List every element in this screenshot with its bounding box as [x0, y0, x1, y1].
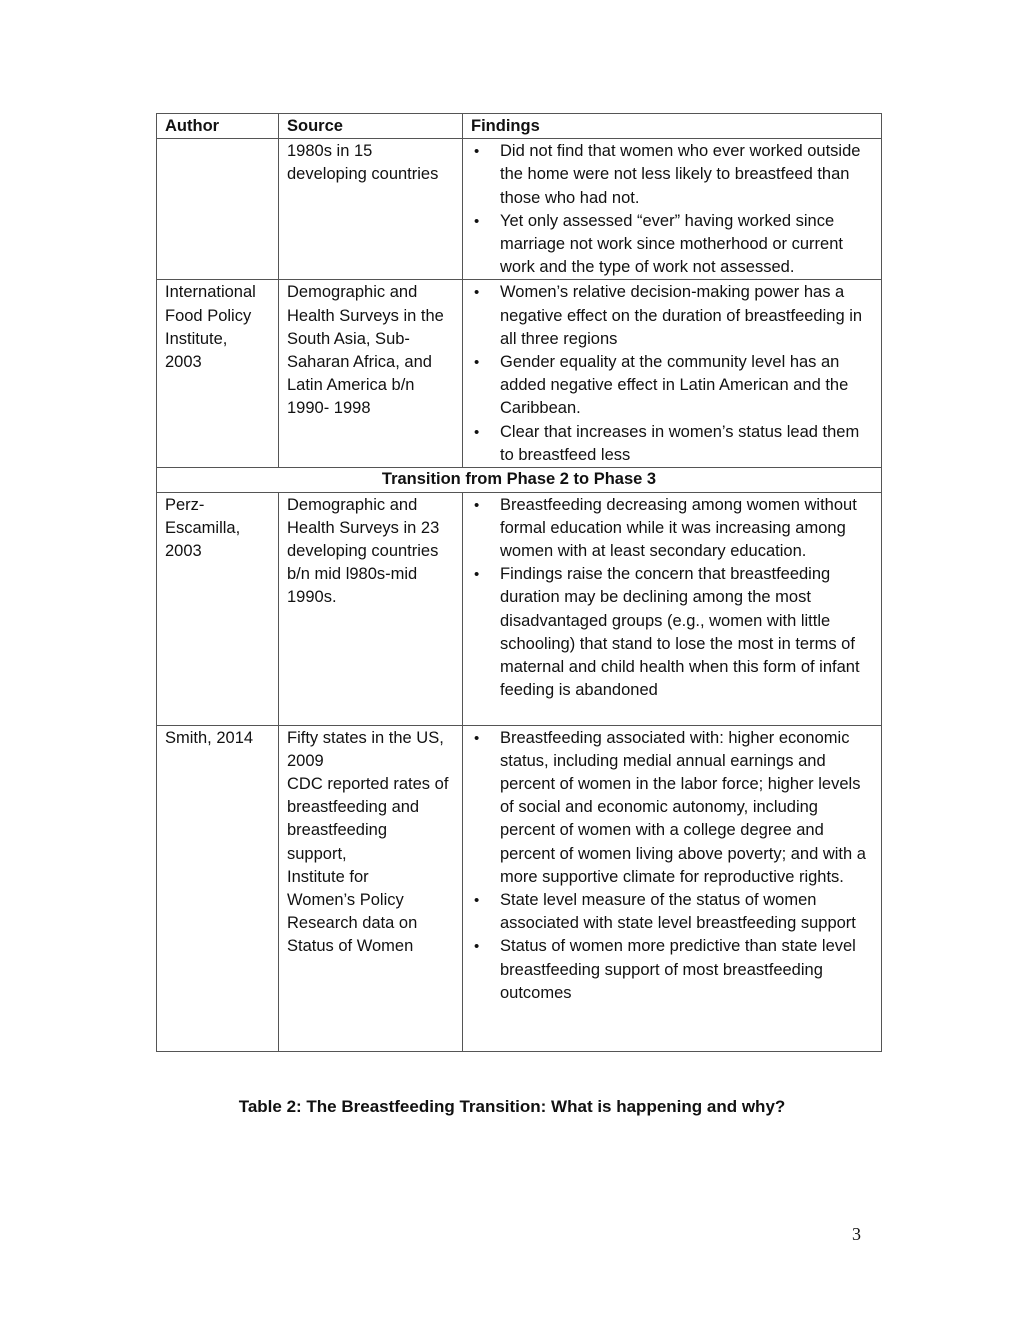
source-line: developing countries [287, 165, 439, 184]
breastfeeding-table [156, 113, 882, 1052]
table-row [157, 725, 882, 1051]
bullet-icon: • [474, 892, 480, 910]
findings-list [471, 727, 875, 1005]
author-cell [157, 139, 279, 280]
table-row [157, 492, 882, 725]
source-line: Demographic and [287, 495, 418, 514]
author-line: Perz- [165, 495, 205, 514]
source-line: Fifty states in the US, [287, 728, 444, 747]
source-line: Women’s Policy [287, 891, 404, 910]
finding-text: State level measure of the status of women associated with state level breastfeeding support [500, 891, 856, 933]
finding-item [471, 889, 875, 935]
author-line: Institute, [165, 329, 228, 348]
source-line: Latin America b/n [287, 376, 415, 395]
finding-item [471, 421, 875, 467]
source-line: Status of Women [287, 937, 414, 956]
source-line: Research data on [287, 914, 418, 933]
source-line: breastfeeding and [287, 798, 420, 817]
author-line: 2003 [165, 353, 202, 372]
header-author: Author [157, 114, 279, 139]
table-header-row [157, 114, 882, 139]
finding-text: Breastfeeding associated with: higher economic status, including medial annual earnings and percent of women in the labor force; higher levels of social and economic autonomy, including percent of women with a college degree and percent of women living above poverty; and with a more supportive climate for reproductive rights. [500, 728, 866, 886]
findings-cell [463, 139, 882, 280]
header-findings: Findings [463, 114, 882, 139]
source-line: support, [287, 844, 347, 863]
source-cell [279, 139, 463, 280]
source-line: b/n mid l980s-mid [287, 565, 418, 584]
finding-item [471, 281, 875, 351]
bullet-icon: • [474, 423, 480, 441]
author-line: International [165, 283, 256, 302]
table-row [157, 280, 882, 468]
finding-text: Status of women more predictive than state level breastfeeding support of most breastfeeding outcomes [500, 937, 856, 1002]
bullet-icon: • [474, 143, 480, 161]
bullet-icon: • [474, 566, 480, 584]
finding-item [471, 494, 875, 564]
finding-item [471, 210, 875, 280]
author-line: Smith, 2014 [165, 728, 254, 747]
source-line: Saharan Africa, and [287, 353, 432, 372]
phase-heading: Transition from Phase 2 to Phase 3 [157, 468, 882, 492]
author-line: Escamilla, [165, 518, 241, 537]
bullet-icon: • [474, 284, 480, 302]
finding-text: Yet only assessed “ever” having worked since marriage not work since motherhood or current work and the type of work not assessed. [500, 211, 843, 277]
finding-item [471, 140, 875, 210]
findings-cell [463, 492, 882, 725]
source-line: developing countries [287, 542, 439, 561]
source-line: Health Surveys in the [287, 306, 444, 325]
source-line: 2009 [287, 751, 324, 770]
author-line: Food Policy [165, 306, 252, 325]
source-line: 1990s. [287, 588, 337, 607]
finding-text: Clear that increases in women’s status lead them to breastfeed less [500, 422, 860, 464]
findings-list [471, 140, 875, 279]
finding-item [471, 935, 875, 1005]
header-source: Source [279, 114, 463, 139]
source-line: Institute for [287, 867, 369, 886]
finding-text: Gender equality at the community level has an added negative effect in Latin American and the Caribbean. [500, 353, 849, 418]
source-line: breastfeeding [287, 821, 387, 840]
source-line: Health Surveys in 23 [287, 518, 440, 537]
table-caption: Table 2: The Breastfeeding Transition: What is happening and why? [238, 1097, 786, 1116]
source-line: CDC reported rates of [287, 775, 449, 794]
bullet-icon: • [474, 496, 480, 514]
author-line: 2003 [165, 542, 202, 561]
finding-item [471, 727, 875, 889]
finding-item [471, 563, 875, 702]
source-line: 1990- 1998 [287, 399, 371, 418]
finding-text: Findings raise the concern that breastfeeding duration may be declining among the most disadvantaged groups (e.g., women with little schooling) that stand to lose the most in terms of maternal and child health when this form of infant feeding is abandoned [500, 565, 860, 700]
phase-heading-row [157, 468, 882, 492]
source-line: 1980s in 15 [287, 142, 373, 161]
breastfeeding-table-container [156, 113, 881, 1052]
author-cell [157, 280, 279, 468]
bullet-icon: • [474, 354, 480, 372]
author-cell [157, 725, 279, 1051]
page-number: 3 [852, 1224, 861, 1244]
finding-item [471, 351, 875, 421]
source-cell [279, 280, 463, 468]
findings-cell [463, 725, 882, 1051]
finding-text: Did not find that women who ever worked outside the home were not less likely to breastfeed than those who had not. [500, 142, 861, 207]
finding-text: Breastfeeding decreasing among women without formal education while it was increasing among women with at least secondary education. [500, 495, 857, 561]
bullet-icon: • [474, 212, 480, 230]
findings-cell [463, 280, 882, 468]
finding-text: Women’s relative decision-making power has a negative effect on the duration of breastfeeding in all three regions [500, 283, 863, 348]
source-cell [279, 725, 463, 1051]
source-cell [279, 492, 463, 725]
source-line: Demographic and [287, 283, 418, 302]
table-row [157, 139, 882, 280]
findings-list [471, 494, 875, 703]
source-line: South Asia, Sub- [287, 329, 410, 348]
bullet-icon: • [474, 938, 480, 956]
bullet-icon: • [474, 729, 480, 747]
findings-list [471, 281, 875, 467]
author-cell [157, 492, 279, 725]
